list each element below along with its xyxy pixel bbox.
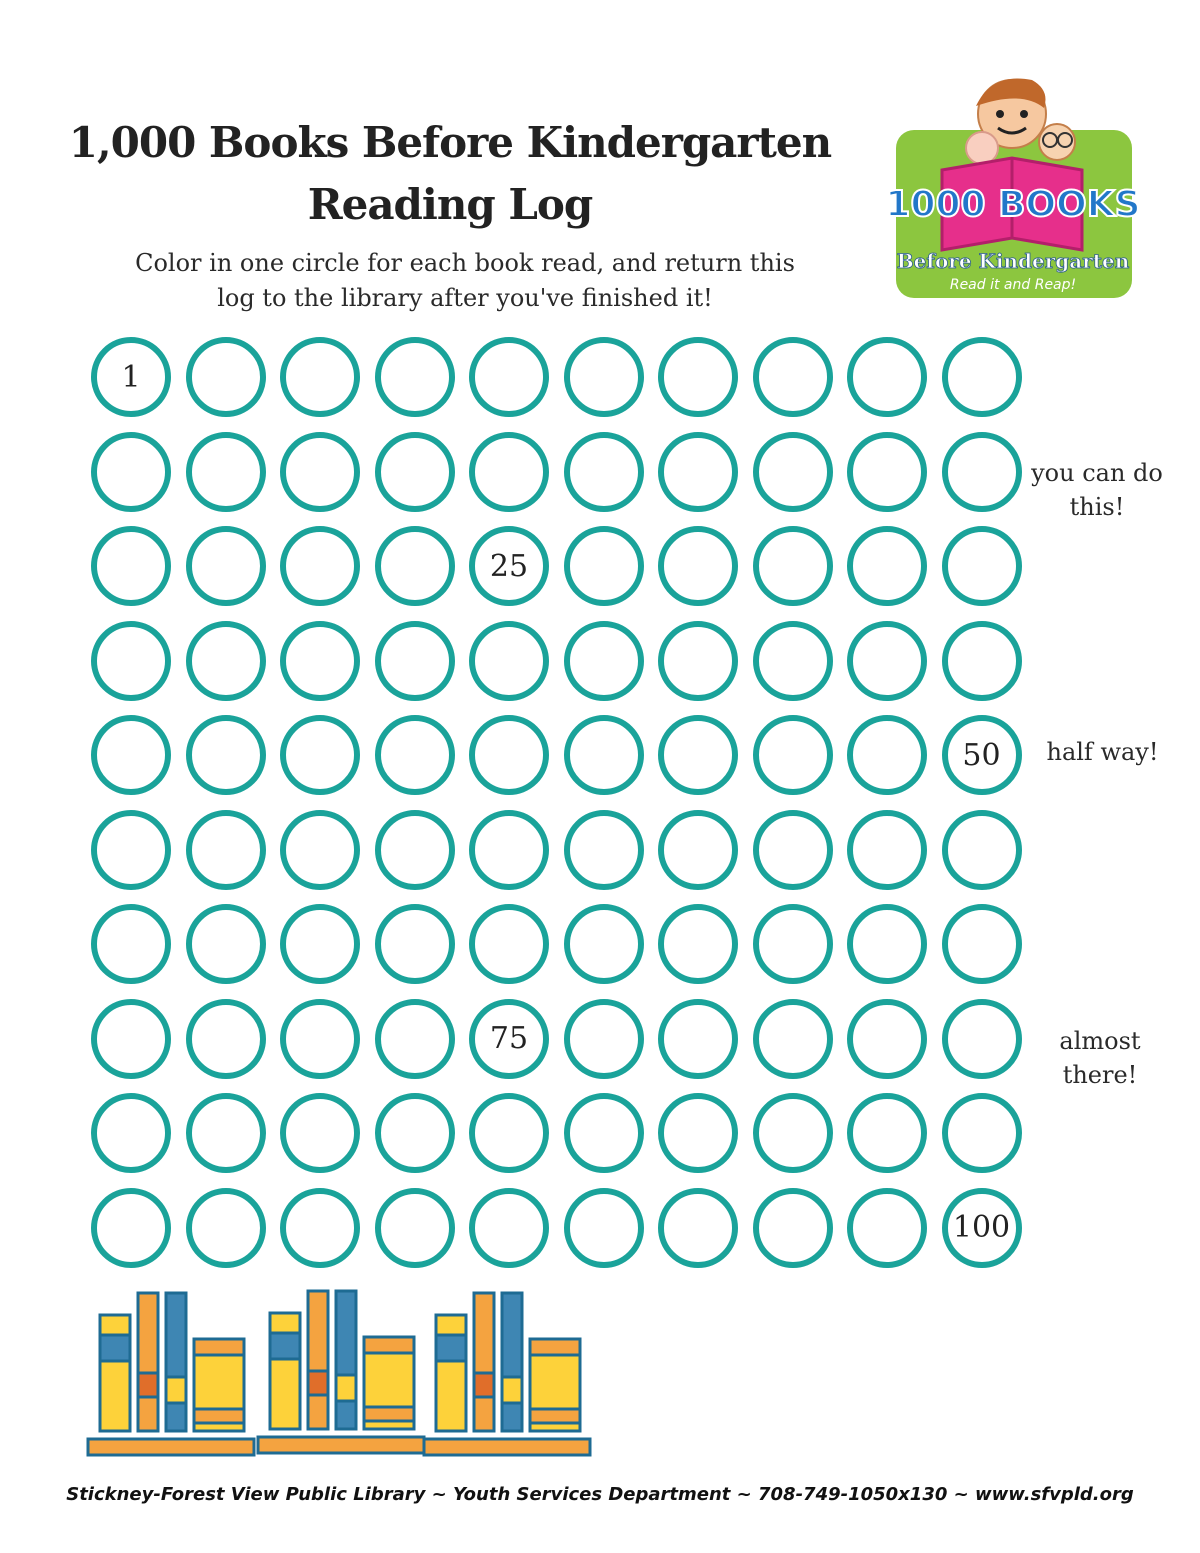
book-circle-65[interactable]	[469, 904, 549, 984]
book-circle-63[interactable]	[280, 904, 360, 984]
book-circle-62[interactable]	[186, 904, 266, 984]
book-circle-58[interactable]	[753, 810, 833, 890]
book-circle-19[interactable]	[847, 432, 927, 512]
book-circle-21[interactable]	[91, 526, 171, 606]
book-circle-70[interactable]	[942, 904, 1022, 984]
note-line: half way!	[1046, 738, 1159, 766]
book-circle-82[interactable]	[186, 1093, 266, 1173]
book-circle-96[interactable]	[564, 1188, 644, 1268]
book-circle-9[interactable]	[847, 337, 927, 417]
book-circle-13[interactable]	[280, 432, 360, 512]
book-circle-98[interactable]	[753, 1188, 833, 1268]
book-circle-69[interactable]	[847, 904, 927, 984]
book-circle-67[interactable]	[658, 904, 738, 984]
book-circle-83[interactable]	[280, 1093, 360, 1173]
note-line: almost	[1059, 1027, 1141, 1055]
book-circle-30[interactable]	[942, 526, 1022, 606]
book-circle-11[interactable]	[91, 432, 171, 512]
book-circle-71[interactable]	[91, 999, 171, 1079]
book-circle-51[interactable]	[91, 810, 171, 890]
book-circle-26[interactable]	[564, 526, 644, 606]
book-circle-29[interactable]	[847, 526, 927, 606]
book-circle-88[interactable]	[753, 1093, 833, 1173]
book-circle-79[interactable]	[847, 999, 927, 1079]
book-circle-95[interactable]	[469, 1188, 549, 1268]
book-circle-52[interactable]	[186, 810, 266, 890]
book-circle-57[interactable]	[658, 810, 738, 890]
bookshelf-group	[88, 1293, 254, 1455]
note-line: you can do	[1031, 459, 1163, 487]
book-circle-5[interactable]	[469, 337, 549, 417]
book-circle-18[interactable]	[753, 432, 833, 512]
book-circle-35[interactable]	[469, 621, 549, 701]
book-circle-44[interactable]	[375, 715, 455, 795]
book-circle-34[interactable]	[375, 621, 455, 701]
book-circle-93[interactable]	[280, 1188, 360, 1268]
book-circle-56[interactable]	[564, 810, 644, 890]
book-circle-3[interactable]	[280, 337, 360, 417]
page-title: 1,000 Books Before Kindergarten	[68, 118, 832, 167]
book-circle-33[interactable]	[280, 621, 360, 701]
book-circle-66[interactable]	[564, 904, 644, 984]
instructions-line-2: log to the library after you've finished it!	[217, 284, 713, 312]
book-circle-39[interactable]	[847, 621, 927, 701]
child-eye-icon	[996, 110, 1004, 118]
book-circle-90[interactable]	[942, 1093, 1022, 1173]
note-line: this!	[1069, 493, 1125, 521]
note-line: there!	[1062, 1061, 1138, 1089]
book-circle-46[interactable]	[564, 715, 644, 795]
book-circle-72[interactable]	[186, 999, 266, 1079]
book-circle-36[interactable]	[564, 621, 644, 701]
book-circle-2[interactable]	[186, 337, 266, 417]
bookshelf-group	[258, 1291, 424, 1453]
logo-subtitle: Before Kindergarten	[896, 249, 1130, 273]
logo-tagline: Read it and Reap!	[949, 277, 1077, 293]
footer-contact: Stickney-Forest View Public Library ~ Youth Services Department ~ 708-749-1050x130 ~ www.sfvpld.org	[66, 1484, 1134, 1505]
book-circle-22[interactable]	[186, 526, 266, 606]
bookshelf-icon	[84, 1285, 604, 1465]
book-circle-92[interactable]	[186, 1188, 266, 1268]
book-circle-86[interactable]	[564, 1093, 644, 1173]
book-circle-42[interactable]	[186, 715, 266, 795]
book-circle-74[interactable]	[375, 999, 455, 1079]
book-circle-37[interactable]	[658, 621, 738, 701]
book-circle-87[interactable]	[658, 1093, 738, 1173]
book-circle-48[interactable]	[753, 715, 833, 795]
book-circle-68[interactable]	[753, 904, 833, 984]
logo-top-text: 1000 BOOKS	[885, 184, 1141, 225]
book-circle-31[interactable]	[91, 621, 171, 701]
book-circle-6[interactable]	[564, 337, 644, 417]
book-circle-55[interactable]	[469, 810, 549, 890]
book-circle-16[interactable]	[564, 432, 644, 512]
book-circle-43[interactable]	[280, 715, 360, 795]
book-circle-100[interactable]: 100	[942, 1188, 1022, 1268]
book-circle-59[interactable]	[847, 810, 927, 890]
book-circle-45[interactable]	[469, 715, 549, 795]
bookshelf-group	[424, 1293, 590, 1455]
book-circle-25[interactable]: 25	[469, 526, 549, 606]
book-circle-53[interactable]	[280, 810, 360, 890]
book-circle-89[interactable]	[847, 1093, 927, 1173]
book-circle-91[interactable]	[91, 1188, 171, 1268]
book-circle-54[interactable]	[375, 810, 455, 890]
book-circle-77[interactable]	[658, 999, 738, 1079]
book-circle-12[interactable]	[186, 432, 266, 512]
book-circle-41[interactable]	[91, 715, 171, 795]
book-circle-47[interactable]	[658, 715, 738, 795]
book-circle-85[interactable]	[469, 1093, 549, 1173]
book-circle-76[interactable]	[564, 999, 644, 1079]
book-circle-1[interactable]: 1	[91, 337, 171, 417]
book-circle-78[interactable]	[753, 999, 833, 1079]
book-circle-80[interactable]	[942, 999, 1022, 1079]
book-circle-73[interactable]	[280, 999, 360, 1079]
book-circle-84[interactable]	[375, 1093, 455, 1173]
book-circle-8[interactable]	[753, 337, 833, 417]
book-circle-61[interactable]	[91, 904, 171, 984]
book-circle-97[interactable]	[658, 1188, 738, 1268]
book-circle-7[interactable]	[658, 337, 738, 417]
book-circle-49[interactable]	[847, 715, 927, 795]
book-circle-81[interactable]	[91, 1093, 171, 1173]
instructions	[70, 246, 860, 316]
book-circle-32[interactable]	[186, 621, 266, 701]
book-circle-64[interactable]	[375, 904, 455, 984]
encouragement-almost-there	[1030, 1024, 1170, 1092]
book-circle-20[interactable]	[942, 432, 1022, 512]
encouragement-you-can-do-this	[1022, 456, 1172, 524]
book-circle-40[interactable]	[942, 621, 1022, 701]
page-subtitle: Reading Log	[307, 180, 593, 229]
instructions-line-1: Color in one circle for each book read, and return this	[135, 249, 795, 277]
book-circle-24[interactable]	[375, 526, 455, 606]
book-circle-60[interactable]	[942, 810, 1022, 890]
book-circle-17[interactable]	[658, 432, 738, 512]
child-eye-icon	[1020, 110, 1028, 118]
book-circle-38[interactable]	[753, 621, 833, 701]
1000-books-logo	[872, 70, 1154, 302]
encouragement-half-way	[1030, 735, 1175, 769]
book-circle-15[interactable]	[469, 432, 549, 512]
book-circle-75[interactable]: 75	[469, 999, 549, 1079]
book-circle-14[interactable]	[375, 432, 455, 512]
book-circle-50[interactable]: 50	[942, 715, 1022, 795]
book-circle-28[interactable]	[753, 526, 833, 606]
baby-face-icon	[966, 132, 998, 164]
book-circle-99[interactable]	[847, 1188, 927, 1268]
book-circle-27[interactable]	[658, 526, 738, 606]
book-circle-94[interactable]	[375, 1188, 455, 1268]
book-circle-4[interactable]	[375, 337, 455, 417]
book-circle-23[interactable]	[280, 526, 360, 606]
book-circle-10[interactable]	[942, 337, 1022, 417]
